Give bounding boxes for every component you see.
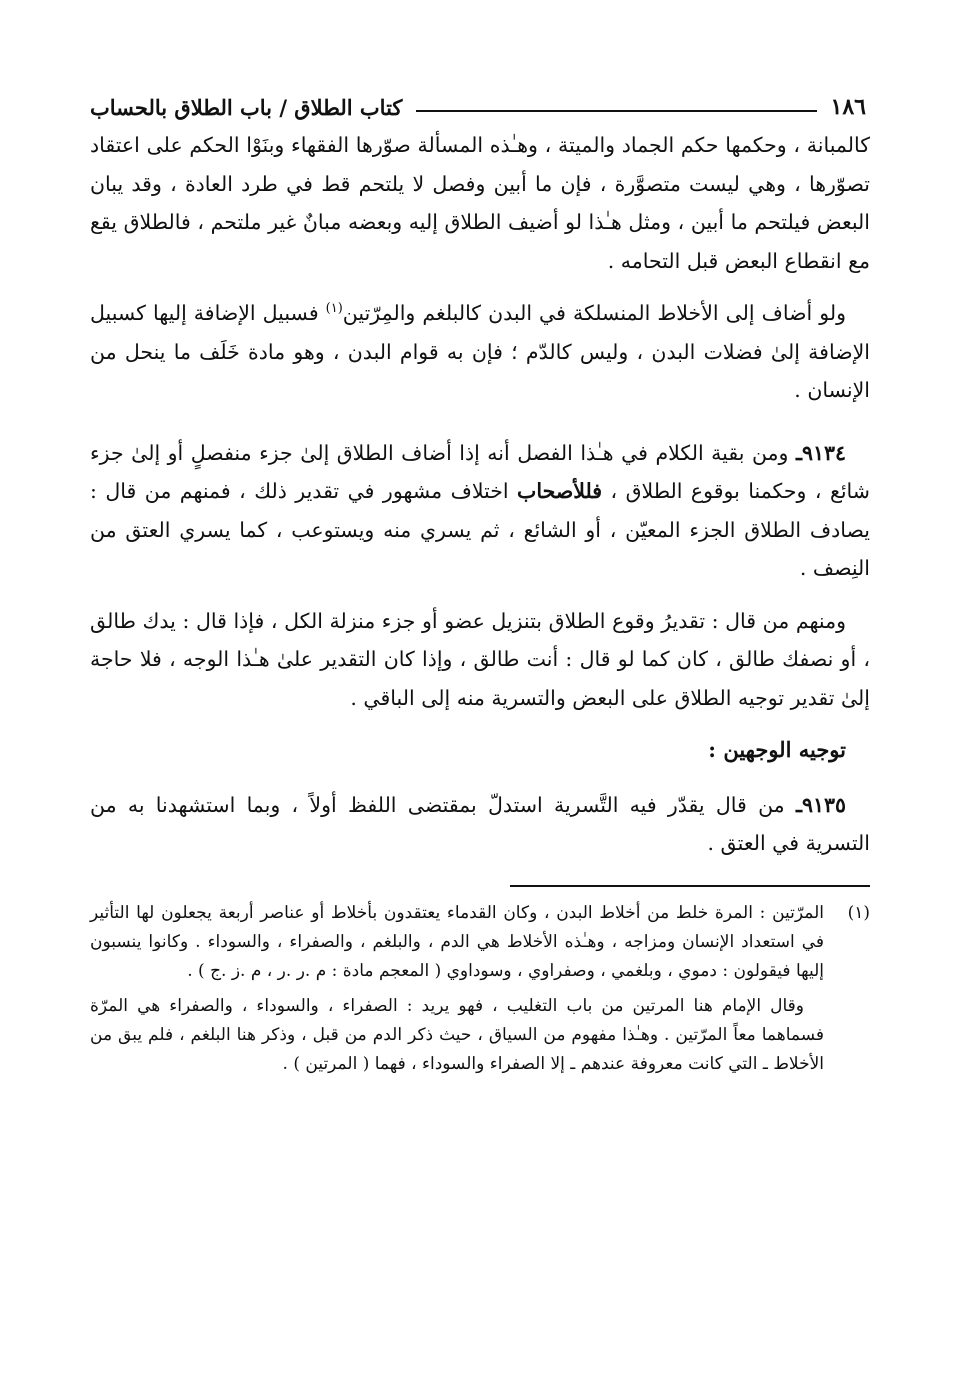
footnote-number: (١) (847, 902, 870, 923)
page-header (90, 84, 870, 120)
footnote-1 (90, 899, 870, 1085)
footnote-paragraph-1: المرّتين : المرة خلط من أخلاط البدن ، وكان القدماء يعتقدون بأخلاط أو عناصر أربعة يجعلون لها التأثير في استعداد الإنسان ومزاجه ، وهـٰذه الأخلاط هي الدم ، والبلغم ، والصفراء ، والسوداء . وكانوا ينسبون إليها فيقولون : دموي ، وبلغمي ، وصفراوي ، وسوداوي ( المعجم مادة : م .ر .ر ، م .ز .ج ) . (90, 902, 824, 981)
paragraph-2 (90, 294, 870, 410)
footnotes (90, 899, 870, 1085)
section-heading: توجيه الوجهين : (708, 737, 846, 762)
paragraph-2-part-b: فسبيل الإضافة إليها كسبيل الإضافة إلىٰ فضلات البدن ، وليس كالدّم ؛ فإن به قوام البدن ، وهو مادة خَلَف ما ينحل من الإنسان . (90, 301, 870, 402)
header-rule (416, 110, 816, 112)
footnote-paragraph-2: وقال الإمام هنا المرتين من باب التغليب ، فهو يريد : الصفراء ، والسوداء ، والصفراء هي المرّة فسماهما معاً المرّتين . وهـٰذا مفهوم من السياق ، حيث ذكر الدم من قبل ، وذكر هنا البلغم ، فلم يبق من الأخلاط ـ التي كانت معروفة عندهم ـ إلا الصفراء والسوداء ، فهما ( المرتين ) . (90, 995, 824, 1074)
running-title: كتاب الطلاق / باب الطلاق بالحساب (90, 95, 403, 120)
paragraph-4: ومنهم من قال : تقديرُ وقوع الطلاق بتنزيل عضو أو جزء منزلة الكل ، فإذا قال : يدك طالق ، أو نصفك طالق ، كان كما لو قال : أنت طالق ، وإذا كان التقدير علىٰ هـٰذا الوجه ، فلا حاجة إلىٰ تقدير توجيه الطلاق على البعض والتسرية منه إلى الباقي . (90, 608, 870, 710)
footnote-body (90, 899, 824, 1085)
page-number: ١٨٦ (830, 94, 866, 120)
book-page (90, 84, 870, 1364)
paragraph-3-part-a: ومن بقية الكلام في هـٰذا الفصل أنه إذا أضاف الطلاق إلىٰ جزء منفصلٍ أو إلىٰ جزء شائع ، وحكمنا بوقوع الطلاق ، (90, 440, 870, 503)
paragraph-3 (90, 434, 870, 588)
paragraph-3-bold: فللأصحاب (517, 479, 603, 503)
issue-number-9135: ٩١٣٥ـ (795, 792, 846, 817)
paragraph-1: كالمبانة ، وحكمها حكم الجماد والميتة ، وهـٰذه المسألة صوّرها الفقهاء وبنَوْا الحكم على اعتقاد تصوّرها ، وهي ليست متصوَّرة ، فإن ما أبين وفصل لا يلتحم قط في طرد العادة ، وقد يبان البعض فيلتحم ما أبين ، ومثل هـٰذا لو أضيف الطلاق إليه وبعضه مبانٌ غير ملتحم ، فالطلاق يقع مع انقطاع البعض قبل التحامه . (90, 133, 870, 273)
paragraph-5 (90, 786, 870, 863)
paragraph-5-text: من قال يقدّر فيه التَّسرية استدلّ بمقتضى اللفظ أولاً ، وبما استشهدنا به من التسرية في العتق . (90, 792, 870, 855)
paragraph-2-part-a: ولو أضاف إلى الأخلاط المنسلكة في البدن كالبلغم والمِرّتين (342, 301, 846, 325)
issue-number-9134: ٩١٣٤ـ (795, 440, 846, 465)
paragraph-3-part-b: اختلاف مشهور في تقدير ذلك ، فمنهم من قال : يصادف الطلاق الجزء المعيّن ، أو الشائع ، ثم يسري منه ويستوعب ، كما يسري العتق من النِصف . (90, 479, 870, 580)
footnote-marker[interactable]: (١) (325, 301, 343, 317)
main-text (90, 126, 870, 863)
footnote-rule (510, 885, 870, 887)
